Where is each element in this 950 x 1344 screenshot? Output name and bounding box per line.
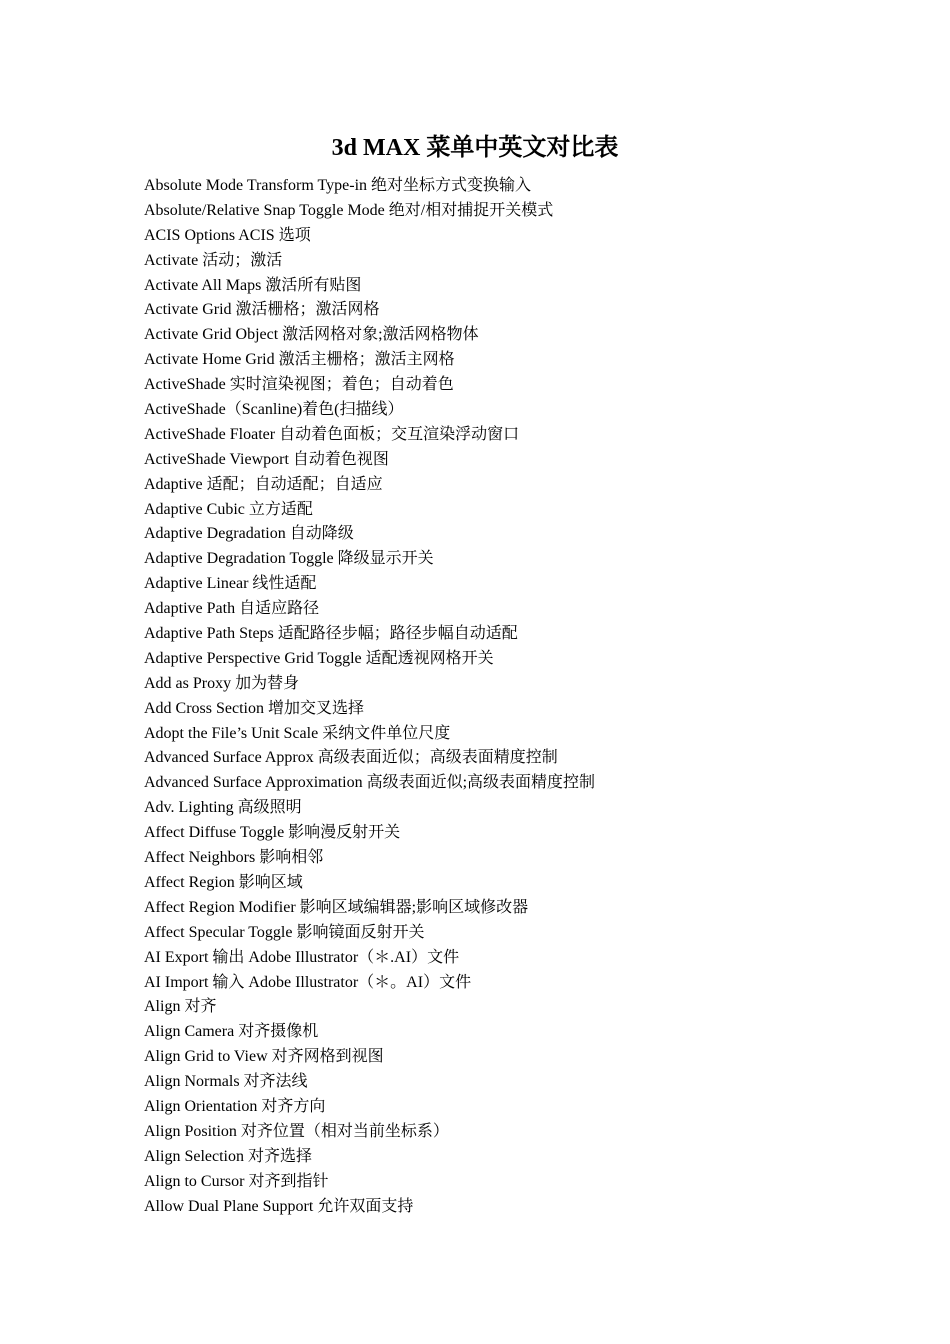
glossary-entry: ActiveShade Floater 自动着色面板；交互渲染浮动窗口 — [144, 425, 520, 443]
glossary-entry: ACIS Options ACIS 选项 — [144, 226, 311, 244]
glossary-entry: Align Camera 对齐摄像机 — [144, 1023, 319, 1041]
document-title: 3d MAX 菜单中英文对比表 — [331, 135, 619, 161]
glossary-entry: Adaptive Path Steps 适配路径步幅；路径步幅自动适配 — [144, 625, 518, 643]
glossary-entry: Adaptive 适配；自动适配；自适应 — [144, 475, 383, 493]
glossary-entry: Adaptive Perspective Grid Toggle 适配透视网格开关 — [144, 649, 494, 667]
glossary-entry: Affect Diffuse Toggle 影响漫反射开关 — [144, 824, 401, 842]
glossary-entry: Align 对齐 — [144, 998, 217, 1016]
glossary-entry: Activate Home Grid 激活主栅格；激活主网格 — [144, 351, 455, 369]
glossary-entry: ActiveShade（Scanline)着色(扫描线） — [144, 401, 404, 419]
glossary-entry: Adaptive Path 自适应路径 — [144, 600, 320, 618]
glossary-entry: Advanced Surface Approx 高级表面近似；高级表面精度控制 — [144, 749, 558, 767]
glossary-entry: Adaptive Linear 线性适配 — [144, 575, 317, 593]
glossary-entry: ActiveShade 实时渲染视图；着色；自动着色 — [144, 376, 454, 394]
glossary-list — [144, 174, 904, 1219]
glossary-entry: Align Selection 对齐选择 — [144, 1147, 312, 1165]
glossary-entry: Align Orientation 对齐方向 — [144, 1097, 326, 1115]
glossary-entry: Activate Grid Object 激活网格对象;激活网格物体 — [144, 326, 479, 344]
glossary-entry: Align to Cursor 对齐到指针 — [144, 1172, 329, 1190]
glossary-entry: Affect Neighbors 影响相邻 — [144, 849, 324, 867]
glossary-entry: Adaptive Degradation Toggle 降级显示开关 — [144, 550, 434, 568]
glossary-entry: Align Position 对齐位置（相对当前坐标系） — [144, 1122, 449, 1140]
glossary-entry: Add as Proxy 加为替身 — [144, 674, 300, 692]
glossary-entry: ActiveShade Viewport 自动着色视图 — [144, 450, 389, 468]
glossary-entry: Align Grid to View 对齐网格到视图 — [144, 1048, 384, 1066]
glossary-entry: AI Export 输出 Adobe Illustrator（＊.AI）文件 — [144, 948, 460, 966]
glossary-entry: AI Import 输入 Adobe Illustrator（＊。AI）文件 — [144, 973, 472, 991]
glossary-entry: Affect Specular Toggle 影响镜面反射开关 — [144, 923, 425, 941]
glossary-entry: Adv. Lighting 高级照明 — [144, 799, 302, 817]
glossary-entry: Advanced Surface Approximation 高级表面近似;高级表面精度控制 — [144, 774, 596, 792]
glossary-entry: Adaptive Degradation 自动降级 — [144, 525, 354, 543]
glossary-entry: Align Normals 对齐法线 — [144, 1073, 308, 1091]
glossary-entry: Activate 活动；激活 — [144, 251, 283, 269]
glossary-entry: Activate All Maps 激活所有贴图 — [144, 276, 362, 294]
glossary-entry: Absolute/Relative Snap Toggle Mode 绝对/相对捕捉开关模式 — [144, 201, 554, 219]
glossary-entry: Adaptive Cubic 立方适配 — [144, 500, 313, 518]
glossary-entry: Allow Dual Plane Support 允许双面支持 — [144, 1197, 414, 1215]
glossary-entry: Absolute Mode Transform Type-in 绝对坐标方式变换输入 — [144, 177, 532, 194]
glossary-entry: Adopt the File’s Unit Scale 采纳文件单位尺度 — [144, 724, 451, 742]
glossary-entry: Affect Region Modifier 影响区域编辑器;影响区域修改器 — [144, 898, 529, 916]
glossary-entry: Affect Region 影响区域 — [144, 873, 303, 891]
glossary-entry: Activate Grid 激活栅格；激活网格 — [144, 301, 380, 319]
glossary-entry: Add Cross Section 增加交叉选择 — [144, 699, 365, 717]
